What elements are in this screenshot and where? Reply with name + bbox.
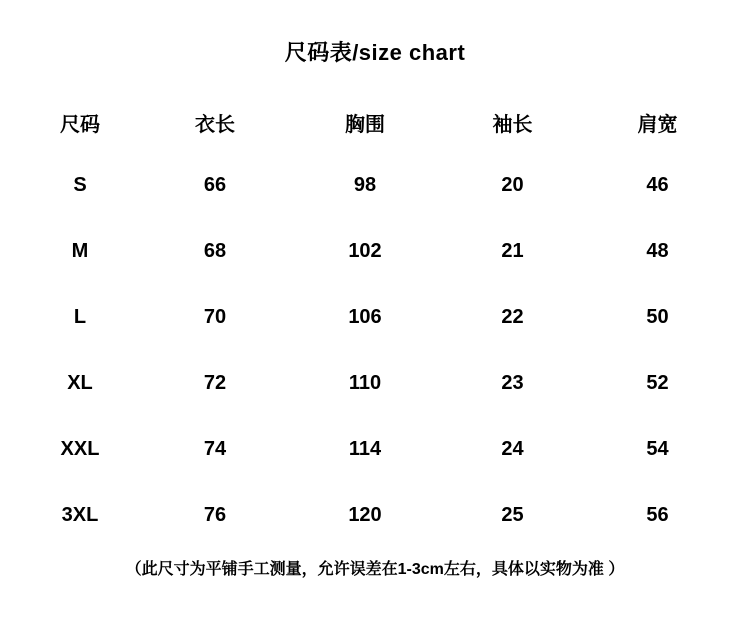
table-row (20, 482, 730, 548)
cell-shoulder: 56 (646, 503, 669, 526)
table-body (20, 152, 730, 548)
table-row (20, 416, 730, 482)
column-header-shoulder: 肩宽 (637, 113, 678, 136)
column-header-length: 衣长 (195, 113, 235, 136)
cell-bust: 114 (348, 437, 382, 460)
table-row (20, 218, 730, 284)
cell-sleeve: 24 (501, 437, 524, 460)
table-row (20, 284, 730, 350)
cell-length: 66 (203, 173, 227, 196)
cell-size: L (73, 305, 87, 328)
cell-shoulder: 54 (646, 437, 669, 460)
cell-size: S (73, 173, 87, 196)
cell-length: 70 (203, 305, 227, 328)
column-header-size: 尺码 (60, 113, 100, 136)
cell-sleeve: 20 (501, 173, 524, 196)
column-header-sleeve: 袖长 (492, 113, 533, 136)
cell-length: 72 (203, 371, 227, 394)
cell-shoulder: 46 (646, 173, 669, 196)
cell-sleeve: 21 (501, 239, 524, 262)
measurement-note: （此尺寸为平铺手工测量，允许误差在1-3cm左右，具体以实物为准 ） (125, 561, 625, 578)
cell-sleeve: 23 (501, 371, 524, 394)
cell-bust: 102 (348, 239, 382, 262)
cell-bust: 98 (353, 173, 377, 196)
table-header-row (20, 92, 730, 152)
cell-sleeve: 22 (501, 305, 524, 328)
cell-shoulder: 50 (646, 305, 669, 328)
cell-size: 3XL (61, 503, 99, 526)
table-row (20, 152, 730, 218)
size-chart-table (20, 92, 730, 548)
cell-length: 74 (203, 437, 227, 460)
cell-length: 76 (203, 503, 227, 526)
cell-sleeve: 25 (501, 503, 524, 526)
cell-size: M (71, 239, 89, 262)
page-title: 尺码表/size chart (284, 40, 466, 65)
cell-shoulder: 48 (646, 239, 669, 262)
cell-bust: 106 (348, 305, 382, 328)
table-row (20, 350, 730, 416)
cell-bust: 110 (348, 371, 382, 394)
cell-bust: 120 (348, 503, 382, 526)
cell-shoulder: 52 (646, 371, 669, 394)
column-header-bust: 胸围 (345, 113, 385, 136)
cell-size: XXL (60, 437, 100, 460)
cell-size: XL (67, 371, 93, 394)
table-header (20, 92, 730, 152)
cell-length: 68 (203, 239, 227, 262)
